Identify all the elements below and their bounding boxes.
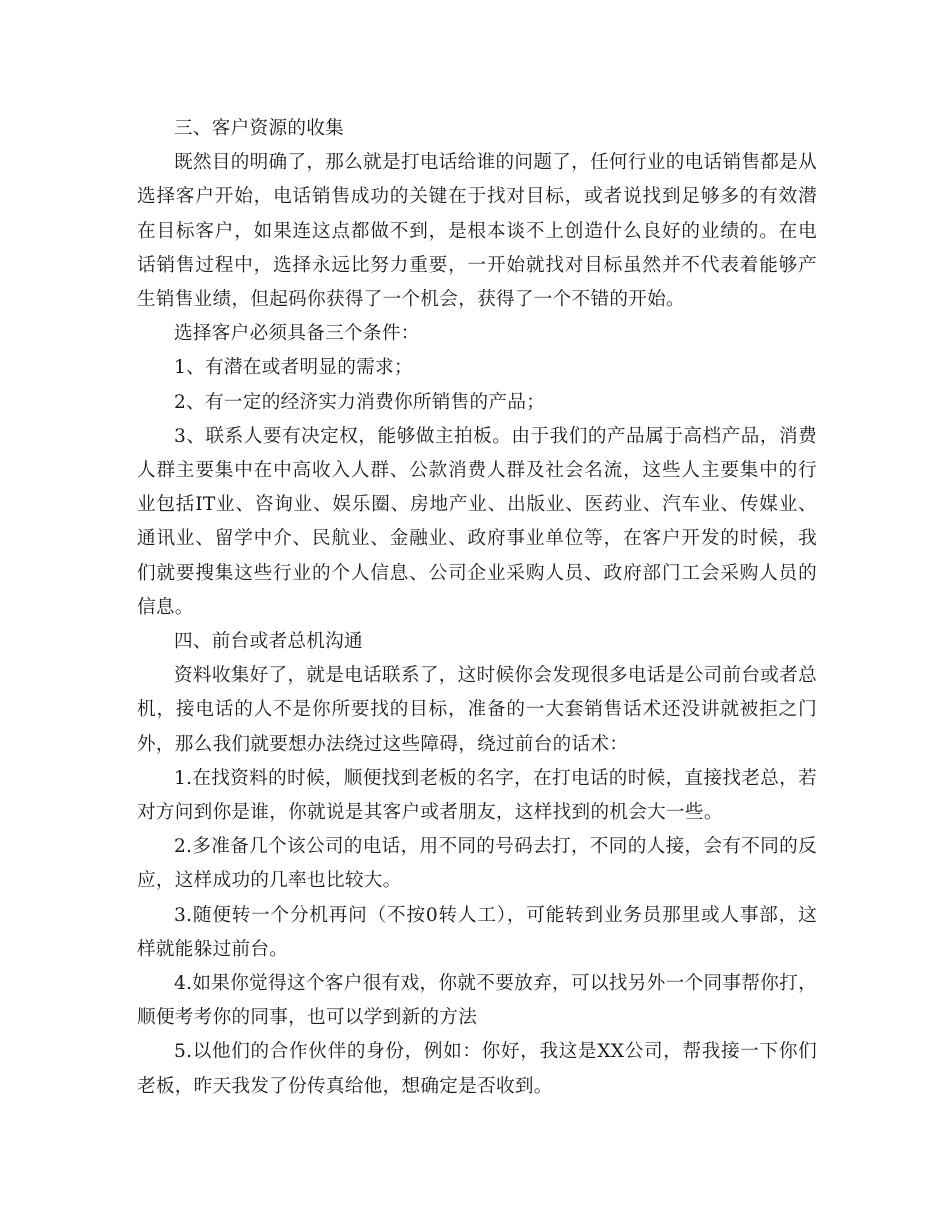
tip-item-1: 1.在找资料的时候，顺便找到老板的名字，在打电话的时候，直接找老总，若对方问到你是谁，你就说是其客户或者朋友，这样找到的机会大一些。 — [137, 767, 817, 824]
tip-item-4: 4.如果你觉得这个客户很有戏，你就不要放弃，可以找另外一个同事帮你打，顺便考考你的同事，也可以学到新的方法 — [137, 973, 817, 1029]
paragraph-intro: 既然目的明确了，那么就是打电话给谁的问题了，任何行业的电话销售都是从选择客户开始，电话销售成功的关键在于找对目标，或者说找到足够多的有效潜在目标客户，如果连这点都做不到，是根本谈不上创造什么良好的业绩的。在电话销售过程中，选择永远比努力重要，一开始就找对目标虽然并不代表着能够产生销售业绩，但起码你获得了一个机会，获得了一个不错的开始。 — [137, 152, 817, 311]
tip-item-5: 5.以他们的合作伙伴的身份，例如：你好，我这是XX公司，帮我接一下你们老板，昨天我发了份传真给他，想确定是否收到。 — [137, 1041, 817, 1097]
paragraph-reception: 资料收集好了，就是电话联系了，这时候你会发现很多电话是公司前台或者总机，接电话的人不是你所要找的目标，准备的一大套销售话术还没讲就被拒之门外，那么我们就要想办法绕过这些障碍，绕过前台的话术： — [137, 665, 817, 755]
section-heading-3: 三、客户资源的收集 — [174, 118, 345, 139]
tip-item-3: 3.随便转一个分机再问（不按0转人工），可能转到业务员那里或人事部，这样就能躲过前台。 — [137, 904, 817, 960]
condition-item-3: 3、联系人要有决定权，能够做主拍板。由于我们的产品属于高档产品，消费人群主要集中在中高收入人群、公款消费人群及社会名流，这些人主要集中的行业包括IT业、咨询业、娱乐圈、房地产业、出版业、医药业、汽车业、传媒业、通讯业、留学中介、民航业、金融业、政府事业单位等，在客户开发的时候，我们就要搜集这些行业的个人信息、公司企业采购人员、政府部门工会采购人员的信息。 — [137, 425, 817, 618]
paragraph-conditions-lead: 选择客户必须具备三个条件： — [174, 323, 420, 345]
condition-item-2: 2、有一定的经济实力消费你所销售的产品； — [174, 391, 546, 413]
document-body — [137, 112, 817, 1104]
tip-item-2: 2.多准备几个该公司的电话，用不同的号码去打，不同的人接，会有不同的反应，这样成功的几率也比较大。 — [137, 836, 817, 892]
condition-item-1: 1、有潜在或者明显的需求； — [174, 357, 413, 379]
section-heading-4: 四、前台或者总机沟通 — [174, 631, 363, 653]
